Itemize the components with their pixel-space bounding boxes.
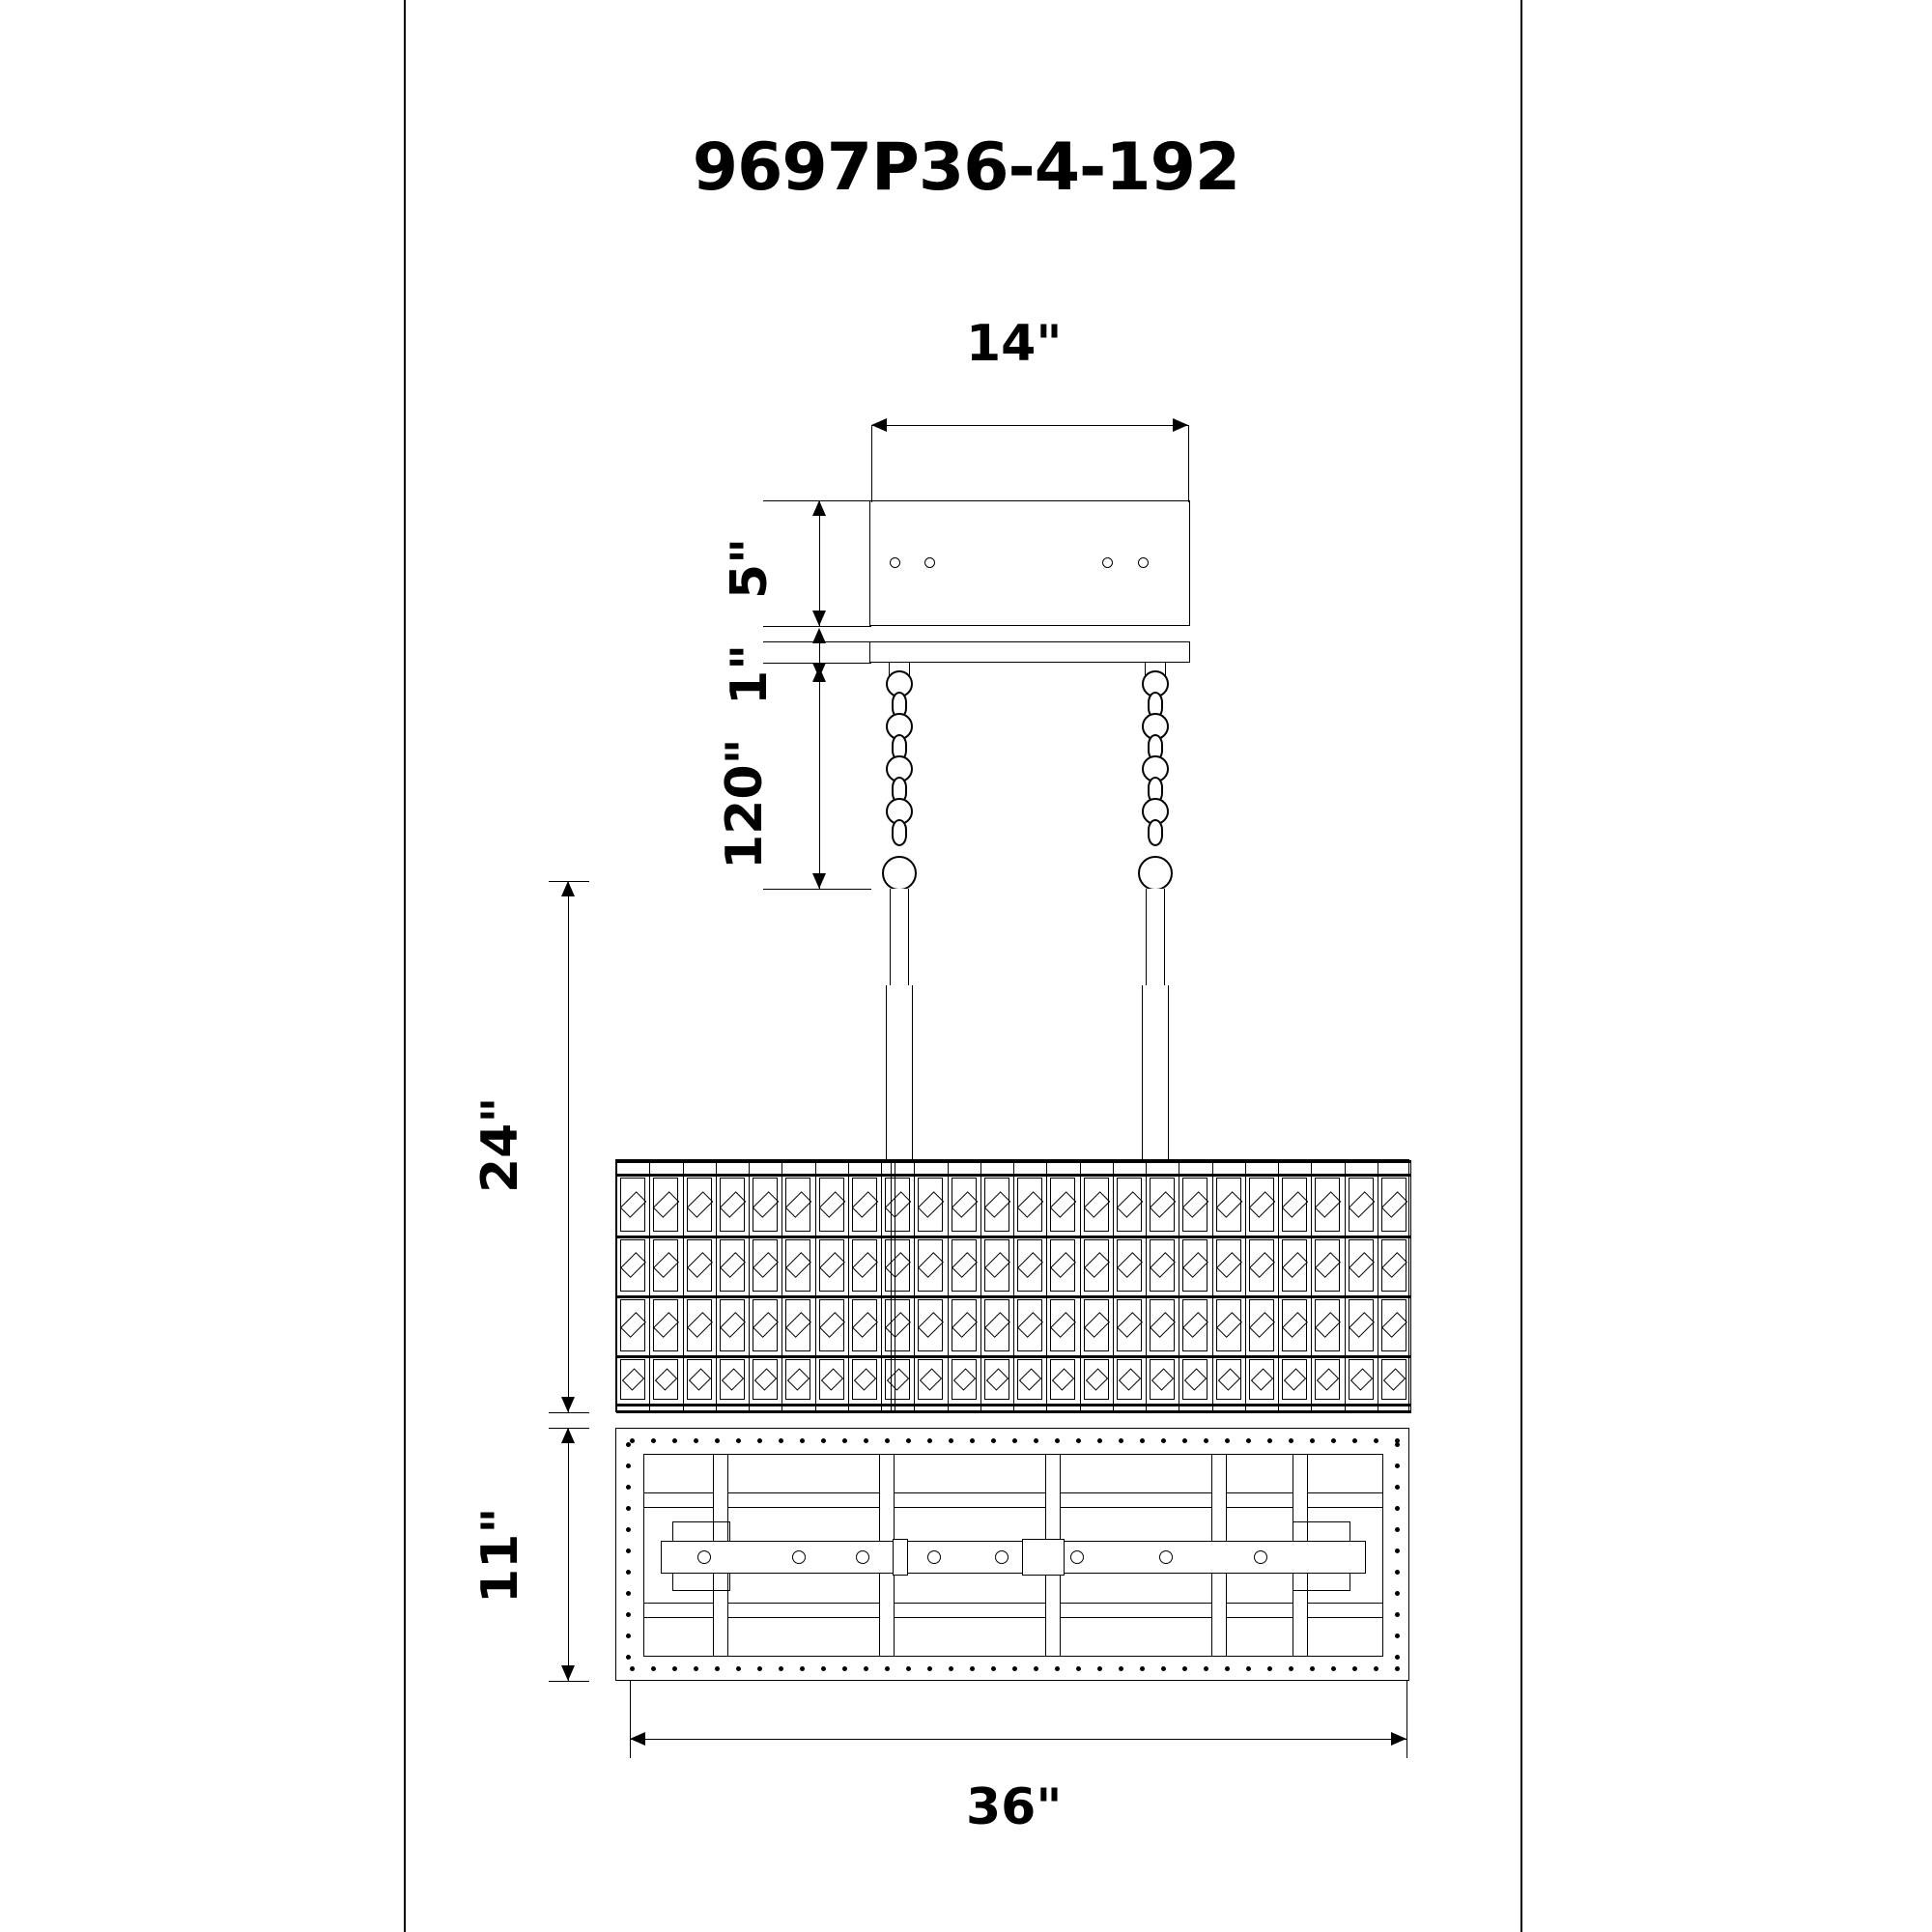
shade-divider <box>1245 1160 1246 1413</box>
shade-divider <box>848 1160 849 1413</box>
rivet <box>949 1666 953 1671</box>
base-frame <box>615 1428 1409 1681</box>
extension-line-overall-left <box>630 1681 631 1758</box>
rivet <box>626 1442 631 1447</box>
shade-divider <box>781 1160 782 1413</box>
rivet <box>1395 1442 1400 1447</box>
rivet <box>1310 1666 1315 1671</box>
rivet <box>736 1666 741 1671</box>
rivet <box>694 1438 698 1443</box>
rivet <box>1097 1438 1102 1443</box>
lamp-socket <box>1159 1550 1173 1564</box>
rivet <box>651 1438 656 1443</box>
rivet <box>1395 1570 1400 1575</box>
rivet <box>970 1438 975 1443</box>
rivet <box>626 1463 631 1468</box>
rivet <box>1055 1666 1060 1671</box>
rivet <box>1395 1655 1400 1660</box>
rivet <box>779 1666 783 1671</box>
rivet <box>864 1438 868 1443</box>
model-number-title: 9697P36-4-192 <box>692 129 1240 206</box>
dimension-label-top-width: 14" <box>966 315 1063 373</box>
shade-divider <box>815 1160 816 1413</box>
shade-divider <box>1345 1160 1346 1413</box>
center-bracket <box>893 1539 908 1576</box>
rivet <box>1161 1666 1166 1671</box>
rivet <box>1395 1548 1400 1553</box>
rivet <box>991 1438 996 1443</box>
chain-link <box>892 819 907 846</box>
rivet <box>1204 1666 1208 1671</box>
canopy-hole <box>924 557 935 568</box>
canopy <box>869 500 1190 626</box>
rivet <box>757 1666 762 1671</box>
rivet <box>1097 1666 1102 1671</box>
extension-line-canopy-bottom <box>763 626 871 627</box>
rivet <box>1034 1438 1038 1443</box>
rivet <box>885 1666 890 1671</box>
chain-left-lower-stem <box>890 889 909 985</box>
rivet <box>1204 1438 1208 1443</box>
rivet <box>821 1438 826 1443</box>
shade-divider <box>1080 1160 1081 1413</box>
shade-divider <box>1046 1160 1047 1413</box>
rivet <box>1012 1438 1017 1443</box>
shade-divider <box>980 1160 981 1413</box>
shade-divider <box>649 1160 650 1413</box>
arrow-down-chain-length <box>812 873 826 889</box>
rivet <box>626 1570 631 1575</box>
rivet <box>1267 1438 1272 1443</box>
crystal-shade <box>615 1159 1409 1412</box>
shade-divider <box>881 1160 882 1413</box>
rivet <box>626 1634 631 1638</box>
rivet <box>626 1591 631 1596</box>
extension-line-canopy-top <box>763 500 871 501</box>
arrow-up-base-height <box>561 1428 575 1443</box>
shade-divider <box>1410 1160 1411 1413</box>
rivet <box>626 1548 631 1553</box>
shade-divider <box>1113 1160 1114 1413</box>
rivet <box>672 1666 677 1671</box>
rivet <box>1140 1438 1145 1443</box>
canopy-hole <box>890 557 900 568</box>
rivet <box>842 1438 847 1443</box>
rivet <box>906 1438 911 1443</box>
dimension-label-base-height: 11" <box>471 1507 529 1604</box>
rivet <box>757 1438 762 1443</box>
rivet <box>1331 1666 1336 1671</box>
rivet <box>715 1666 720 1671</box>
rivet <box>626 1527 631 1532</box>
rivet <box>626 1655 631 1660</box>
rivet <box>1119 1438 1123 1443</box>
rivet <box>991 1666 996 1671</box>
lamp-socket <box>927 1550 941 1564</box>
rivet <box>1034 1666 1038 1671</box>
shade-divider <box>749 1160 750 1413</box>
rivet <box>1246 1666 1251 1671</box>
rivet <box>1076 1666 1081 1671</box>
rivet <box>694 1666 698 1671</box>
rivet <box>927 1666 932 1671</box>
extension-line-plate-top <box>763 641 871 642</box>
center-hardware <box>1022 1539 1065 1576</box>
rivet <box>1119 1666 1123 1671</box>
shade-divider <box>1013 1160 1014 1413</box>
dimension-line-base-height <box>568 1428 569 1681</box>
rivet <box>1076 1438 1081 1443</box>
dimension-line-plate-height <box>819 641 820 663</box>
dimension-label-shade-height: 24" <box>471 1096 529 1193</box>
chain-right-lower-stem <box>1146 889 1165 985</box>
mounting-plate <box>869 641 1190 663</box>
rivet <box>842 1666 847 1671</box>
lamp-socket <box>856 1550 869 1564</box>
dimension-line-chain-length <box>819 663 820 889</box>
dimension-line-top-width <box>871 425 1188 426</box>
rivet <box>1395 1463 1400 1468</box>
rivet <box>1395 1485 1400 1490</box>
rivet <box>1331 1438 1336 1443</box>
rivet <box>630 1438 635 1443</box>
rivet <box>1352 1438 1357 1443</box>
shade-divider <box>1278 1160 1279 1413</box>
rivet <box>1140 1666 1145 1671</box>
rivet <box>1374 1666 1378 1671</box>
arrow-down-base-height <box>561 1665 575 1681</box>
shade-divider <box>716 1160 717 1413</box>
extension-line-top-width-right <box>1188 425 1189 502</box>
extension-line-base-bottom <box>549 1681 589 1682</box>
rivet <box>800 1666 805 1671</box>
rivet <box>1395 1612 1400 1617</box>
arrow-right-top-width <box>1173 418 1188 432</box>
rivet <box>1310 1438 1315 1443</box>
rivet <box>927 1438 932 1443</box>
base-cross-bar <box>643 1603 1383 1618</box>
chain-link <box>882 856 917 891</box>
rivet <box>1395 1591 1400 1596</box>
rivet <box>1161 1438 1166 1443</box>
shade-divider <box>948 1160 949 1413</box>
arrow-down-shade-height <box>561 1397 575 1412</box>
rivet <box>864 1666 868 1671</box>
lamp-socket <box>697 1550 711 1564</box>
arrow-up-shade-height <box>561 881 575 896</box>
dimension-label-chain-length: 120" <box>716 738 774 869</box>
dimension-label-plate-height: 1" <box>721 643 779 705</box>
rivet <box>1395 1666 1400 1671</box>
arrow-up-chain-length <box>812 667 826 682</box>
extension-line-overall-right <box>1406 1681 1407 1758</box>
rivet <box>672 1438 677 1443</box>
rivet <box>626 1485 631 1490</box>
extension-line-shade-top <box>549 881 589 882</box>
shade-divider <box>683 1160 684 1413</box>
rivet <box>1352 1666 1357 1671</box>
rivet <box>626 1506 631 1511</box>
extension-line-plate-bottom <box>763 663 871 664</box>
rivet <box>800 1438 805 1443</box>
rivet <box>1246 1438 1251 1443</box>
base-cross-bar <box>643 1492 1383 1508</box>
dimension-line-overall-width <box>630 1739 1406 1740</box>
rivet <box>1055 1438 1060 1443</box>
dimension-line-canopy-height <box>819 500 820 626</box>
shade-center-seam <box>891 1160 892 1413</box>
shade-divider <box>1212 1160 1213 1413</box>
rivet <box>1012 1666 1017 1671</box>
rivet <box>885 1438 890 1443</box>
rivet <box>1395 1634 1400 1638</box>
chain-link <box>1138 856 1173 891</box>
arrow-up-canopy-height <box>812 500 826 516</box>
shade-divider <box>1146 1160 1147 1413</box>
arrow-right-overall-width <box>1391 1732 1406 1746</box>
rivet <box>949 1438 953 1443</box>
shade-divider <box>616 1160 617 1413</box>
rivet <box>626 1612 631 1617</box>
rivet <box>1374 1438 1378 1443</box>
rivet <box>1267 1666 1272 1671</box>
chain-left-drop-rod <box>886 985 913 1159</box>
dimension-line-shade-height <box>568 881 569 1412</box>
arrow-down-canopy-height <box>812 611 826 626</box>
rivet <box>651 1666 656 1671</box>
shade-divider <box>1311 1160 1312 1413</box>
arrow-left-overall-width <box>630 1732 645 1746</box>
lamp-socket <box>1254 1550 1267 1564</box>
chain-link <box>1148 819 1163 846</box>
dimension-label-canopy-height: 5" <box>721 537 779 599</box>
rivet <box>1182 1438 1187 1443</box>
rivet <box>970 1666 975 1671</box>
lamp-socket <box>995 1550 1009 1564</box>
rivet <box>821 1666 826 1671</box>
lamp-socket <box>792 1550 806 1564</box>
extension-line-top-width-left <box>871 425 872 502</box>
rivet <box>906 1666 911 1671</box>
lamp-socket <box>1070 1550 1084 1564</box>
dimension-label-overall-width: 36" <box>966 1778 1063 1836</box>
extension-line-base-top <box>549 1428 589 1429</box>
rivet <box>779 1438 783 1443</box>
rivet <box>1289 1438 1293 1443</box>
rivet <box>1225 1666 1230 1671</box>
shade-divider <box>914 1160 915 1413</box>
canopy-hole <box>1102 557 1113 568</box>
extension-line-chain-bottom <box>763 889 871 890</box>
arrow-left-top-width <box>871 418 887 432</box>
canopy-hole <box>1138 557 1149 568</box>
rivet <box>630 1666 635 1671</box>
rivet <box>1225 1438 1230 1443</box>
rivet <box>1289 1666 1293 1671</box>
rivet <box>1395 1506 1400 1511</box>
rivet <box>1182 1666 1187 1671</box>
rivet <box>1395 1527 1400 1532</box>
rivet <box>715 1438 720 1443</box>
chain-right-drop-rod <box>1142 985 1169 1159</box>
rivet <box>736 1438 741 1443</box>
extension-line-shade-bottom <box>549 1412 589 1413</box>
